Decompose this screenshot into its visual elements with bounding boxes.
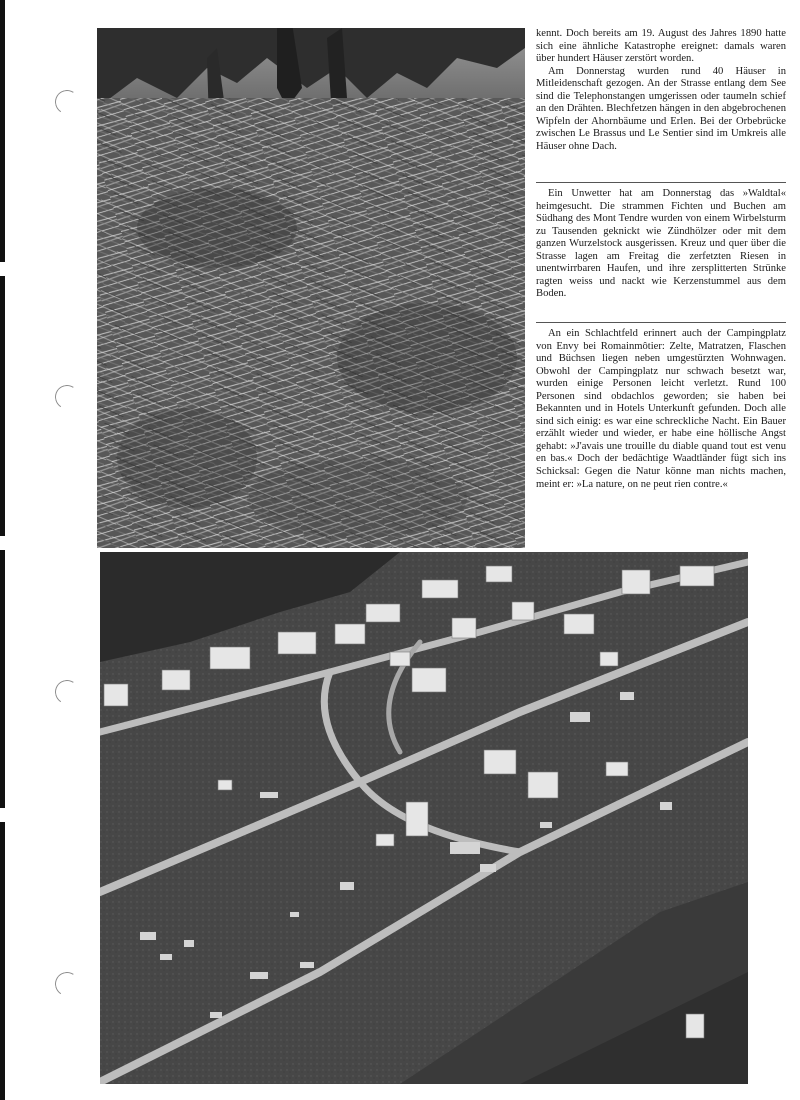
punch-hole-mark [53,88,81,116]
divider-rule [536,182,786,183]
article-paragraph: An ein Schlachtfeld erinnert auch der Campingplatz von Envy bei Romainmôtier: Zelte, Matratzen, Flaschen und Büchsen liegen neben umgestürzten Wohnwagen. Obwohl der Campingplatz nur schwach besetzt war, wurden einige Personen leicht verletzt. Rund 100 Personen sind obdachlos geworden; sie haben bei Bekannten und in Hotels Unterkunft gefunden. Doch alle sind sich einig: es war eine schreckliche Nacht. Ein Bauer erzählt wieder und wieder, er habe eine höllische Angst gehabt: »J'avais une trouille du diable quand tout est venu en bas.« Doch der bedächtige Waadtländer fügt sich ins Schicksal: Gegen die Natur könne man nichts machen, meint er: »La nature, on ne peut rien contre.« [536,328,786,490]
binder-edge-mark [0,550,5,808]
camping-aerial-image [100,552,748,1084]
article-block-3 [536,328,786,491]
punch-hole-mark [53,970,81,998]
article-paragraph: kennt. Doch bereits am 19. August des Jahres 1890 hatte sich eine ähnliche Katastrophe ereignet: damals waren über hundert Häuser zerstört worden. [536,28,786,65]
binder-edge-mark [0,276,5,536]
forest-photo-image [97,28,525,548]
punch-hole-mark [53,383,81,411]
divider-rule [536,322,786,323]
article-paragraph: Am Donnerstag wurden rund 40 Häuser in Mitleidenschaft gezogen. An der Strasse entlang dem See sind die Telephonstangen umgerissen oder taumeln schief an den Drähten. Blechfetzen hängen in den abgebrochenen Wipfeln der Ahornbäume und Erlen. Bei der Orbebrücke zwischen Le Brassus und Le Sentier sind im Umkreis alle Häuser ohne Dach. [536,65,786,152]
binder-edge-mark [0,0,5,262]
forest-photo [97,28,525,548]
binder-edge-mark [0,822,5,1100]
punch-hole-mark [53,678,81,706]
article-block-1 [536,28,786,153]
camping-aerial-photo [100,552,748,1084]
article-block-2 [536,188,786,301]
article-paragraph: Ein Unwetter hat am Donnerstag das »Waldtal« heimgesucht. Die strammen Fichten und Buchen am Südhang des Mont Tendre wurden von einem Wirbelsturm zu Tausenden geknickt wie Zündhölzer oder mit dem ganzen Wurzelstock ausgerissen. Kreuz und quer über die Strasse lagen am Freitag die zerfetzten Riesen in unentwirrbaren Haufen, und ihre zersplitterten Strünke ragten weiss und nackt wie Kerzenstummel aus dem Boden. [536,188,786,300]
